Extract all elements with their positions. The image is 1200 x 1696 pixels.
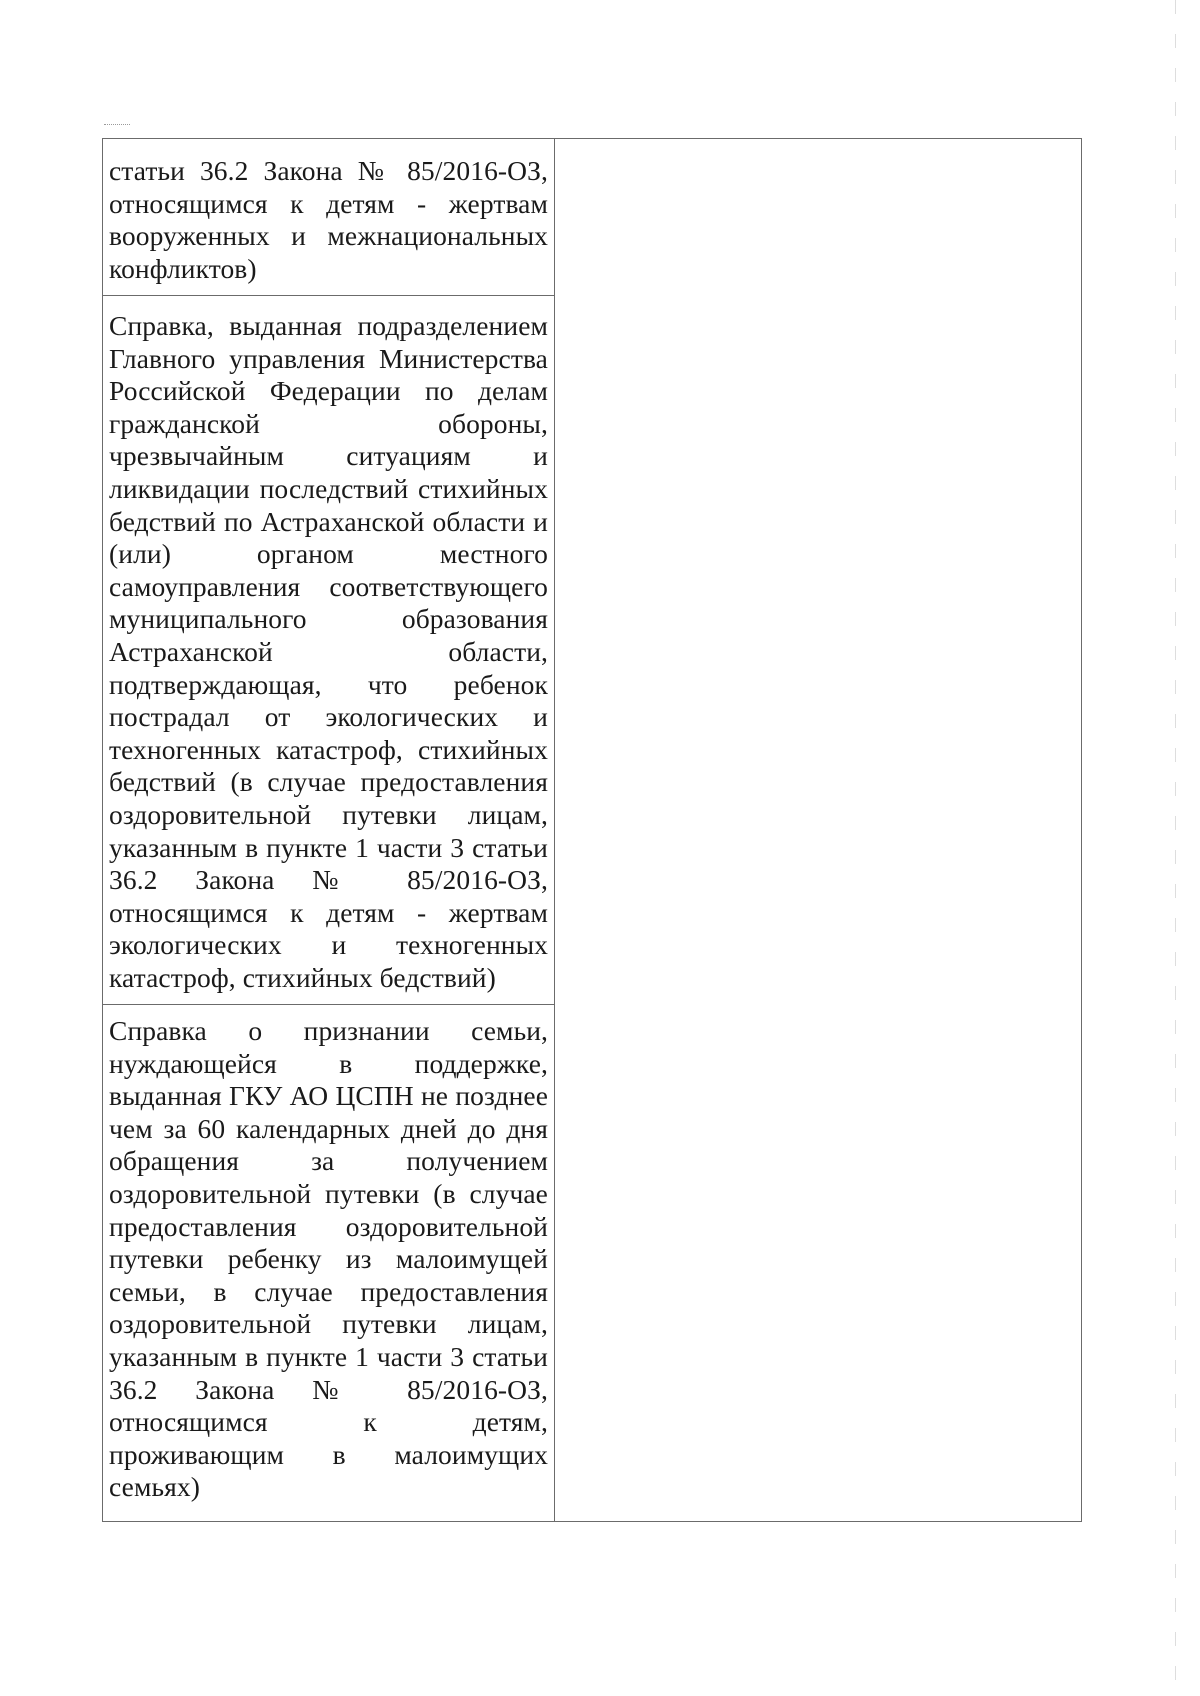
scan-edge bbox=[1175, 0, 1176, 1696]
table-left-column bbox=[103, 139, 555, 1521]
table-cell-row-1-left bbox=[103, 139, 554, 296]
table-cell-row-3-left bbox=[103, 1005, 554, 1521]
document-table bbox=[102, 138, 1082, 1522]
table-cell-row-2-left bbox=[103, 296, 554, 1005]
scan-artifact bbox=[104, 124, 130, 129]
table-cell-text: Справка, выданная подразделением Главного управления Министерства Российской Федерации по делам гражданской обороны, чрезвычайным ситуациям и ликвидации последствий стихийных бедствий по Астраханской области и (или) органом местного самоуправления соответствующего муниципального образования Астраханской области, подтверждающая, что ребенок пострадал от экологических и техногенных катастроф, стихийных бедствий (в случае предоставления оздоровительной путевки лицам, указанным в пункте 1 части 3 статьи 36.2 Закона № 85/2016-ОЗ, относящимся к детям - жертвам экологических и техногенных катастроф, стихийных бедствий) bbox=[109, 310, 548, 993]
table-cell-text: Справка о признании семьи, нуждающейся в поддержке, выданная ГКУ АО ЦСПН не позднее чем за 60 календарных дней до дня обращения за получением оздоровительной путевки (в случае предоставления оздоровительной путевки ребенку из малоимущей семьи, в случае предоставления оздоровительной путевки лицам, указанным в пункте 1 части 3 статьи 36.2 Закона № 85/2016-ОЗ, относящимся к детям, проживающим в малоимущих семьях) bbox=[109, 1015, 548, 1503]
table-cell-text: статьи 36.2 Закона № 85/2016-ОЗ, относящимся к детям - жертвам вооруженных и межнациональных конфликтов) bbox=[109, 155, 548, 284]
table-right-column bbox=[555, 139, 1081, 1521]
